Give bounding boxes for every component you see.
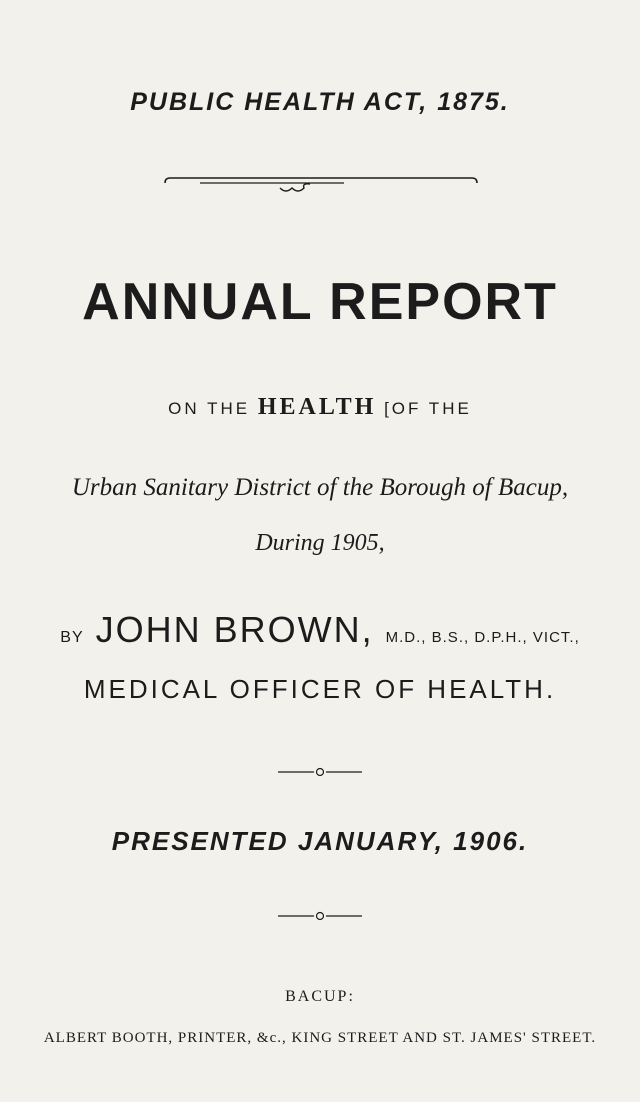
subtitle-health: HEALTH (257, 394, 377, 420)
imprint-printer: ALBERT BOOTH, PRINTER, &c., KING STREET AND ST. JAMES' STREET. (43, 1030, 597, 1046)
presented-line: PRESENTED JANUARY, 1906. (111, 826, 529, 856)
officer-title: MEDICAL OFFICER OF HEALTH. (83, 674, 557, 704)
author-by: BY (60, 629, 84, 646)
report-title: ANNUAL REPORT (82, 273, 558, 331)
small-divider (278, 766, 362, 778)
author-line (0, 608, 640, 660)
district-line: Urban Sanitary District of the Borough of Bacup, (71, 474, 569, 501)
ornament-divider (160, 170, 480, 200)
author-name: JOHN BROWN, (95, 609, 374, 650)
small-divider (278, 910, 362, 922)
subtitle-prefix: ON THE (168, 399, 251, 418)
author-qualifications: M.D., B.S., D.P.H., VICT., (385, 629, 580, 646)
subtitle-suffix: [OF THE (384, 399, 472, 418)
report-subtitle (0, 393, 640, 423)
year-line: During 1905, (255, 530, 385, 556)
act-title: PUBLIC HEALTH ACT, 1875. (130, 88, 510, 116)
imprint-city: BACUP: (285, 988, 355, 1005)
